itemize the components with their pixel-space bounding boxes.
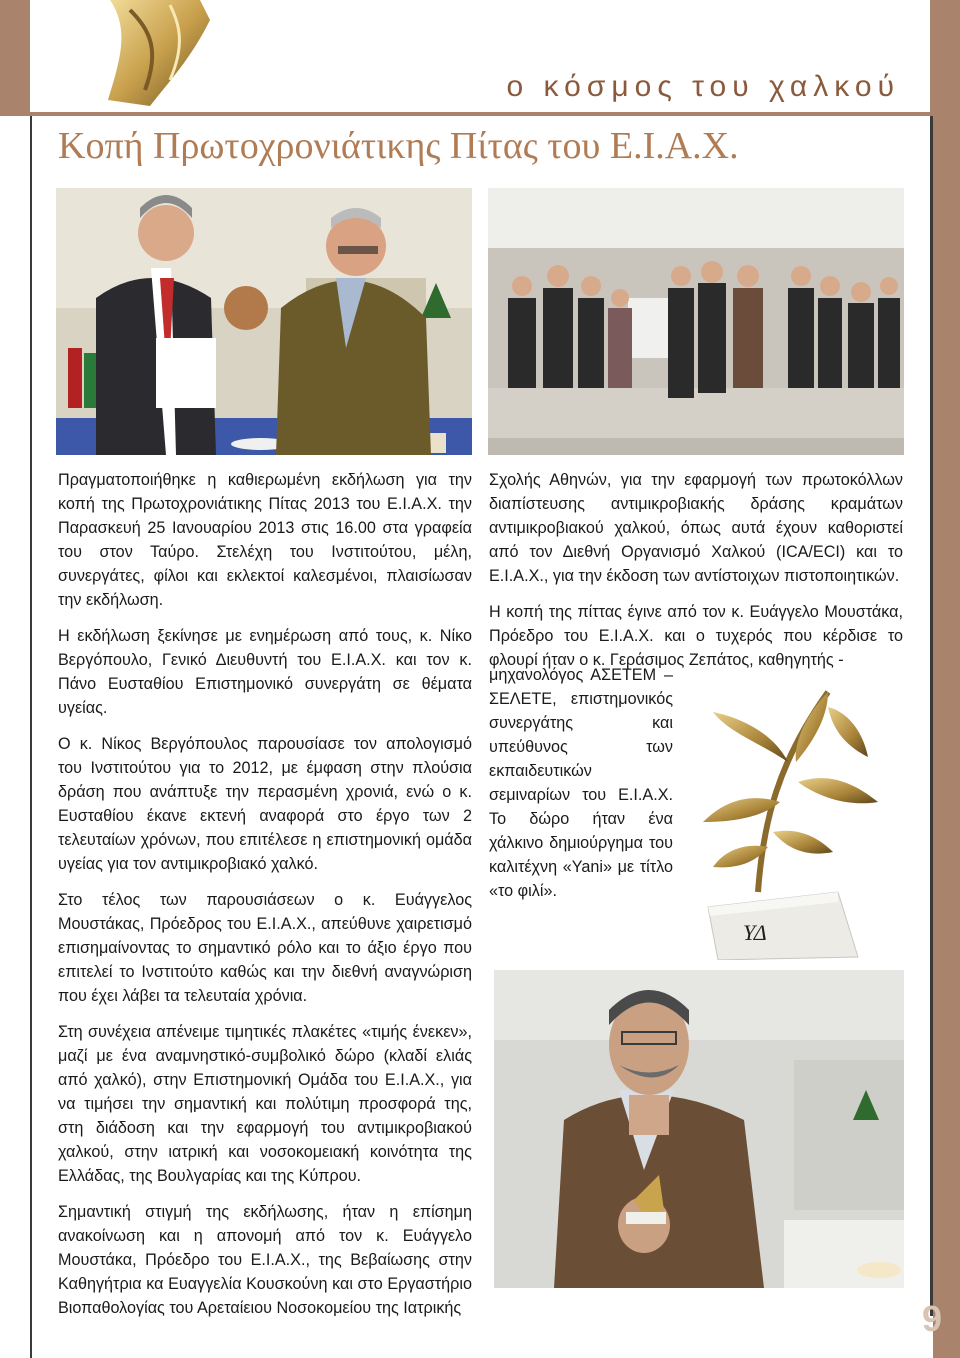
right-column-wrap xyxy=(489,663,673,915)
photo-pie-cutting xyxy=(56,188,472,455)
photo-man-with-award xyxy=(494,970,904,1288)
paragraph: Σημαντική στιγμή της εκδήλωσης, ήταν η επίσημη ανακοίνωση και η απονομή από τον κ. Ευάγγελο Μουστάκα, Πρόεδρο του Ε.Ι.Α.Χ., της Βεβαίωσης στην Καθηγήτρια κα Ευαγγελία Κουσκούνη και στο Εργαστήριο Βιοπαθολογίας του Αρεταίειου Νοσοκομείου της Ιατρικής xyxy=(58,1203,472,1317)
paragraph: Σχολής Αθηνών, για την εφαρμογή των πρωτοκόλλων διαπίστευσης αντιμικροβιακής δράσης κραμάτων αντιμικροβιακού χαλκού, όπως αυτά έχουν καθοριστεί από τον Διεθνή Οργανισμό Χαλκού (ICA/ECI) και το Ε.Ι.Α.Χ., για την έκδοση των αντίστοιχων πιστοποιητικών. xyxy=(489,471,903,585)
paragraph: μηχανολόγος ΑΣΕΤΕΜ – ΣΕΛΕΤΕ, επιστημονικός συνεργάτης και υπεύθυνος των εκπαιδευτικών σεμιναρίων του Ε.Ι.Α.Χ. Το δώρο ήταν ένα χάλκινο δημιούργημα του καλιτέχνη «Yani» με τίτλο «το φιλί». xyxy=(489,666,673,900)
left-border-line xyxy=(30,116,32,1358)
section-title: ο κόσμος του χαλκού xyxy=(506,70,900,103)
photo-guests-room xyxy=(488,188,904,455)
paragraph: Ο κ. Νίκος Βεργόπουλος παρουσίασε τον απολογισμό του Ινστιτούτου για το 2012, με έμφαση στην πλούσια δράση που ανάπτυξε την περασμένη χρονιά, ενώ ο κ. Ευσταθίου έκανε εκτενή αναφορά στο έργο των 2 τελευταίων χρόνων, που επιτέλεσε η επιστημονική ομάδα υγείας για τον αντιμικροβιακό χαλκό. xyxy=(58,735,472,873)
bronze-sculpture-image xyxy=(100,0,220,108)
article-title: Κοπή Πρωτοχρονιάτικης Πίτας του Ε.Ι.Α.Χ. xyxy=(58,125,739,167)
paragraph: Πραγματοποιήθηκε η καθιερωμένη εκδήλωση για την κοπή της Πρωτοχρονιάτικης Πίτας 2013 του Ε.Ι.Α.Χ. την Παρασκευή 25 Ιανουαρίου 2013 στις 16.00 στα γραφεία του στον Ταύρο. Στελέχη του Ινστιτούτου, μέλη, συνεργάτες, φίλοι και εκλεκτοί καλεσμένοι, πλαισίωσαν την εκδήλωση. xyxy=(58,471,472,609)
page-number: 9 xyxy=(921,1298,943,1339)
paragraph: Η εκδήλωση ξεκίνησε με ενημέρωση από τους, κ. Νίκο Βεργόπουλο, Γενικό Διευθυντή του Ε.Ι.Α.Χ. και τον κ. Πάνο Ευσταθίου Επιστημονικό συνεργάτη σε θέματα υγείας. xyxy=(58,627,472,717)
left-column xyxy=(58,468,472,1332)
paragraph: Η κοπή της πίττας έγινε από τον κ. Ευάγγελο Μουστάκα, Πρόεδρο του Ε.Ι.Α.Χ. και ο τυχερός που κέρδισε το φλουρί ήταν ο κ. Γεράσιμος Ζεπάτος, καθηγητής - xyxy=(489,603,903,669)
right-accent-strip xyxy=(933,116,960,1358)
paragraph: Στη συνέχεια απένειμε τιμητικές πλακέτες «τιμής ένεκεν», μαζί με ένα αναμνηστικό-συμβολικό δώρο (κλαδί ελιάς από χαλκό), στην Επιστημονική Ομάδα του Ε.Ι.Α.Χ., για να τιμήσει την σημαντική και πολύτιμη προσφορά της, στη διάδοση και την εφαρμογή του αντιμικροβιακού χαλκού, στην ιατρική και νοσοκομειακή κοινότητα της Ελλάδας, της Βουλγαρίας και της Κύπρου. xyxy=(58,1023,472,1185)
photo-copper-olive-branch xyxy=(688,672,904,960)
right-column-top xyxy=(489,468,903,684)
svg-text:ΥΔ: ΥΔ xyxy=(743,920,767,945)
paragraph: Στο τέλος των παρουσιάσεων ο κ. Ευάγγελος Μουστάκας, Πρόεδρος του Ε.Ι.Α.Χ., απεύθυνε χαιρετισμό επισημαίνοντας το σημαντικό ρόλο και το άξιο έργο που επιτελεί το Ινστιτούτο καθώς και την διεθνή αναγνώριση που έχει λάβει τα τελευταία χρόνια. xyxy=(58,891,472,1005)
